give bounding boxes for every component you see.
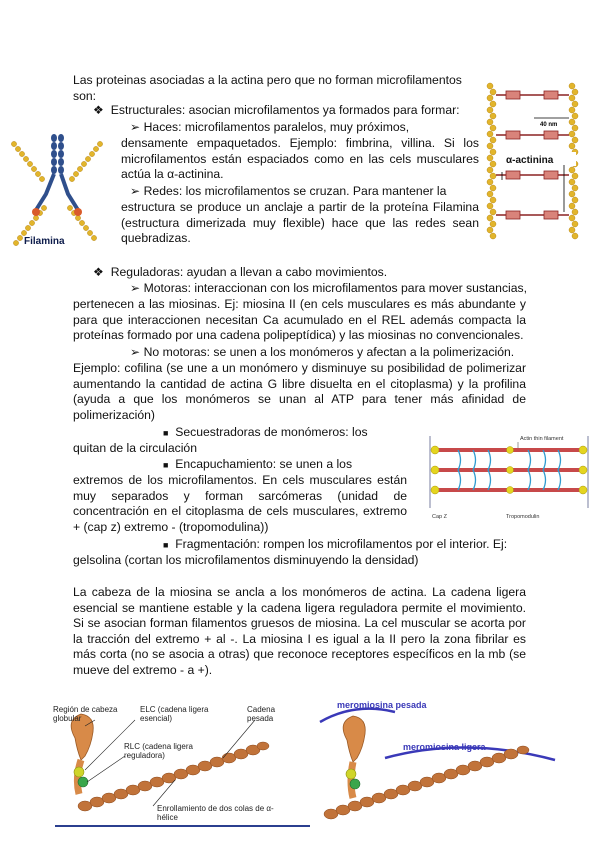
motoras-paragraph: pertenecen a las miosinas. Ej: miosina II (en cels musculares es más abundante y para que interaccionen necesitan Ca acumulado en el REL además compacta la proteínas formado por una cadena polipeptídica) y las miosinas no convencionales. [73,297,526,343]
redes-first-line [130,184,480,200]
structural-heading-text: Estructurales: asocian microfilamentos ya formados para formar: [110,103,460,117]
haces-paragraph: densamente empaquetados. Ejemplo: fimbrina, villina. Si los microfilamentos están espaciados como en las cels musculares actúa la α-actinina. [121,136,479,182]
structural-heading [93,103,483,119]
heavy-chain-label: Cadena pesada [247,705,276,723]
frag-first-line [163,537,543,554]
arrow-icon: ➢ [130,281,141,295]
filamina-label: Filamina [24,236,65,247]
frag-first-text: Fragmentación: rompen los microfilamentos por el interior. Ej: [175,537,508,551]
redes-paragraph: estructura se produce un anclaje a partir de la proteína Filamina (estructura dimerizada muy flexible) hace que las redes sean quebradizas. [121,200,479,246]
actinina-nm-label: 40 nm [540,122,558,128]
meromyosin-heavy-label: meromiosina pesada [337,700,427,710]
square-bullet-icon: ■ [163,428,169,438]
sarcomere-figure [418,432,598,524]
secuestradoras-first-line [163,425,413,442]
frag-paragraph: gelsolina (cortan los microfilamentos disminuyendo la densidad) [73,553,419,567]
coil-label: Enrollamiento de dos colas de α-hélice [157,804,274,822]
intro-paragraph: Las proteinas asociadas a la actina pero que no forman microfilamentos son: [73,73,462,103]
arrow-icon: ➢ [130,184,141,198]
square-bullet-icon: ■ [163,460,169,470]
meromyosin-light-label: meromiosina ligera [403,742,486,752]
square-bullet-icon: ■ [163,540,169,550]
motoras-first-text: Motoras: interaccionan con los microfilamentos para mover sustancias, [143,281,528,295]
nomotoras-paragraph: Ejemplo: cofilina (se une a un monómero y disminuye su posibilidad de polimerizar aumentando la cantidad de actina G libre disuelta en el citoplasma) y la profilina (ayuda a que los monómeros se unan al ATP para tener más afinidad de polimerización) [73,361,526,422]
meromyosin-figure [315,698,575,830]
myosin-paragraph: La cabeza de la miosina se ancla a los monómeros de actina. La cadena ligera esencial se mantiene estable y la cadena ligera reguladora permite el movimiento. Si se asocian forman filamentos gruesos de miosina. La cel muscular se acorta por la tracción del extremo + al -. La miosina I es igual a la II pero la zona fibrilar es más corta (no se asocia a otras) que reconoce receptores específicos en la mb (se mueve del extremo - a +). [73,585,526,677]
regulatory-heading-text: Reguladoras: ayudan a llevan a cabo movimientos. [110,265,388,279]
actin-thin-filament-label: Actin thin filament [520,436,564,442]
regulatory-heading [93,265,483,281]
head-label: Región de cabeza globular [53,705,118,723]
motoras-first-line [130,281,530,297]
redes-first-text: Redes: los microfilamentos se cruzan. Para mantener la [143,184,447,198]
secuestradoras-paragraph: quitan de la circulación [73,441,197,455]
arrow-icon: ➢ [130,345,141,359]
haces-first-text: Haces: microfilamentos paralelos, muy próximos, [143,120,410,134]
arrow-icon: ➢ [130,120,141,134]
secuestradoras-first-text: Secuestradoras de monómeros: los [175,425,368,439]
actinina-figure [484,80,584,240]
rlc-label: RLC (cadena ligera reguladora) [124,742,193,760]
nomotoras-first-text: No motoras: se unen a los monómeros y afectan a la polimerización. [143,345,515,359]
haces-first-line [130,120,480,136]
encap-first-line [163,457,413,474]
encap-first-text: Encapuchamiento: se unen a los [175,457,353,471]
tropomodulin-label: Tropomodulin [506,514,540,520]
elc-label: ELC (cadena ligera esencial) [140,705,209,723]
capz-label: Cap Z [432,514,447,520]
filamina-figure [10,132,105,250]
nomotoras-first-line [130,345,530,361]
bullet-icon: ❖ [93,265,104,279]
bullet-icon: ❖ [93,103,104,117]
encap-paragraph: extremos de los microfilamentos. En cels musculares están muy separados y forman sarcómeras (unidad de concentración en el citoplasma de cels musculares, extremo + (cap z) extremo - (tropomodulina)) [73,473,407,534]
actinina-label: α-actinina [506,155,554,166]
